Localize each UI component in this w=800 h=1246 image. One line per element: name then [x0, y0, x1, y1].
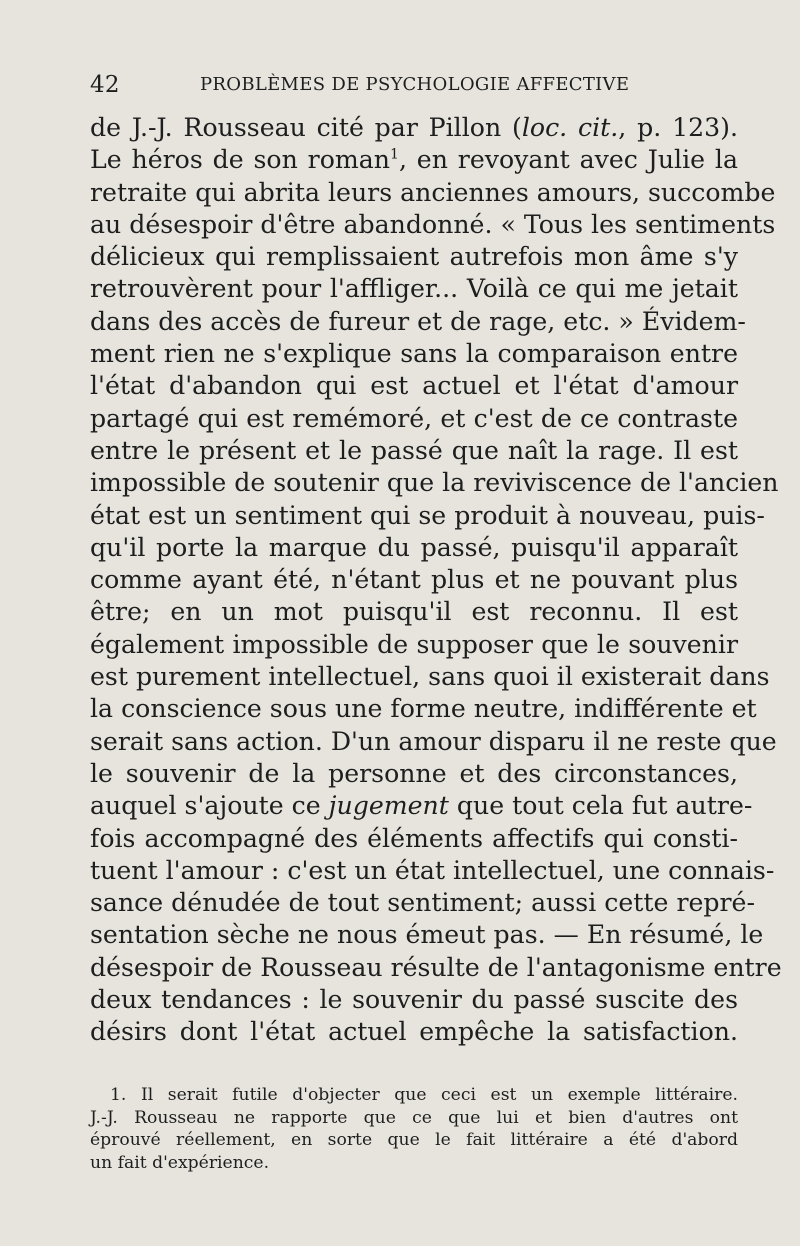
main-text [90, 112, 782, 1049]
text-line: deux tendances : le souvenir du passé suscite des [90, 985, 738, 1015]
italic-citation: loc. cit. [521, 113, 619, 142]
italic-term: jugement [328, 791, 449, 821]
text-line: sance dénudée de tout sentiment; aussi cette repré- [90, 888, 755, 918]
text-line: délicieux qui remplissaient autrefois mon âme s'y [90, 242, 738, 272]
text-line: serait sans action. D'un amour disparu il ne reste que [90, 726, 777, 756]
text-line: de J.-J. Rousseau cité par Pillon (loc. cit., p. 123). [90, 113, 738, 142]
text-line: impossible de soutenir que la reviviscence de l'ancien [90, 468, 779, 498]
text-line: être; en un mot puisqu'il est reconnu. Il est [90, 597, 738, 627]
text-line: également impossible de supposer que le souvenir [90, 629, 738, 659]
text-line: fois accompagné des éléments affectifs qui consti- [90, 823, 738, 853]
text-line: Le héros de son roman$^1$, en revoyant avec Julie la [90, 145, 738, 175]
text-line: sentation sèche ne nous émeut pas. — En résumé, le [90, 920, 764, 950]
text-line: partagé qui est remémoré, et c'est de ce contraste [90, 403, 738, 433]
running-title: PROBLÈMES DE PSYCHOLOGIE AFFECTIVE [200, 74, 630, 95]
text-line: dans des accès de fureur et de rage, etc. » Évidem- [90, 306, 746, 336]
text-line: désespoir de Rousseau résulte de l'antagonisme entre [90, 952, 782, 982]
text-line: l'état d'abandon qui est actuel et l'état d'amour [90, 371, 738, 401]
footnote-line: un fait d'expérience. [90, 1152, 270, 1173]
footnote [90, 1084, 738, 1174]
footnote-line: éprouvé réellement, en sorte que le fait littéraire a été d'abord [90, 1130, 738, 1150]
text-line: le souvenir de la personne et des circonstances, [90, 758, 738, 788]
text-line: retrouvèrent pour l'affliger... Voilà ce qui me jetait [90, 274, 738, 304]
text-line: retraite qui abrita leurs anciennes amours, succombe [90, 177, 776, 207]
text-line: état est un sentiment qui se produit à nouveau, puis- [90, 500, 765, 530]
running-header [90, 72, 740, 102]
footnote-line: J.-J. Rousseau ne rapporte que ce que lui et bien d'autres ont [90, 1107, 738, 1128]
footnote-marker: 1 [390, 146, 399, 163]
text-line: comme ayant été, n'étant plus et ne pouvant plus [90, 565, 738, 595]
page-number: 42 [90, 72, 120, 98]
text-line: la conscience sous une forme neutre, indifférente et [90, 694, 757, 724]
text-line: entre le présent et le passé que naît la rage. Il est [90, 435, 738, 465]
text-line: tuent l'amour : c'est un état intellectuel, une connais- [90, 855, 775, 885]
footnote-line: 1. Il serait futile d'objecter que ceci est un exemple littéraire. [110, 1085, 738, 1105]
text-line: désirs dont l'état actuel empêche la satisfaction. [90, 1017, 738, 1047]
text-line: ment rien ne s'explique sans la comparaison entre [90, 339, 738, 369]
text-line: au désespoir d'être abandonné. « Tous les sentiments [90, 209, 776, 239]
text-line: qu'il porte la marque du passé, puisqu'il apparaît [90, 532, 738, 562]
text-line: auquel s'ajoute ce jugement que tout cela fut autre- [90, 791, 753, 821]
text-line: est purement intellectuel, sans quoi il existerait dans [90, 662, 770, 692]
